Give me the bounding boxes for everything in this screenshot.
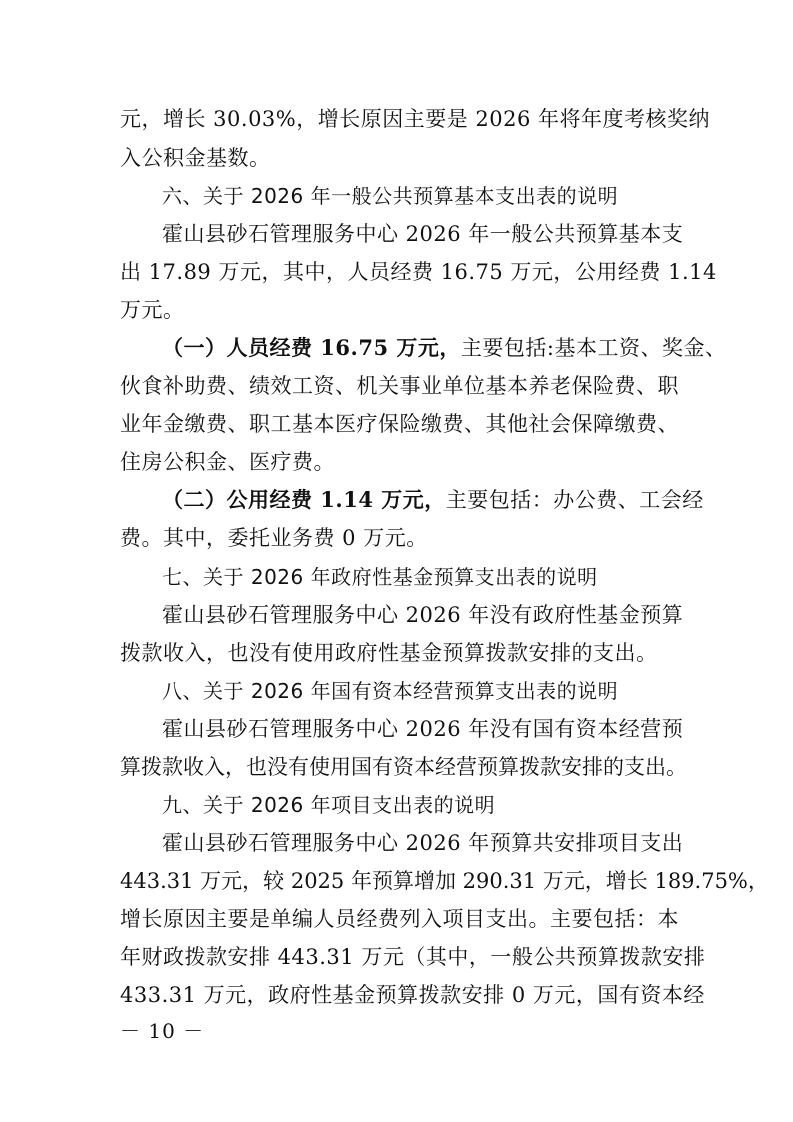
section-heading-6: 六、关于 2026 年一般公共预算基本支出表的说明 <box>162 184 619 208</box>
body-text-line: 霍山县砂石管理服务中心 2026 年预算共安排项目支出 <box>162 831 684 855</box>
body-text-line: 元，增长 30.03%，增长原因主要是 2026 年将年度考核奖纳 <box>120 107 711 131</box>
body-text-line: 万元。 <box>120 298 185 322</box>
body-text-line: 出 17.89 万元，其中，人员经费 16.75 万元，公用经费 1.14 <box>120 260 717 284</box>
body-text-span: 主要包括:基本工资、奖金、 <box>460 336 727 360</box>
body-text-span: 主要包括：办公费、工会经 <box>445 488 704 512</box>
body-text-line <box>162 487 722 513</box>
body-text-line: 433.31 万元，政府性基金预算拨款安排 0 万元，国有资本经 <box>120 983 705 1007</box>
body-text-line: 霍山县砂石管理服务中心 2026 年没有国有资本经营预 <box>162 717 684 741</box>
body-text-line: 费。其中，委托业务费 0 万元。 <box>120 526 428 550</box>
section-heading-7: 七、关于 2026 年政府性基金预算支出表的说明 <box>162 565 598 589</box>
subheading-public-expense: （二）公用经费 1.14 万元， <box>162 487 446 512</box>
body-text-line <box>162 335 727 361</box>
body-text-line: 增长原因主要是单编人员经费列入项目支出。主要包括：本 <box>120 907 679 931</box>
page-number: － 10 － <box>120 1019 205 1043</box>
body-text-line: 伙食补助费、绩效工资、机关事业单位基本养老保险费、职 <box>120 374 679 398</box>
section-heading-8: 八、关于 2026 年国有资本经营预算支出表的说明 <box>162 679 619 703</box>
body-text-line: 业年金缴费、职工基本医疗保险缴费、其他社会保障缴费、 <box>120 412 679 436</box>
body-text-line: 霍山县砂石管理服务中心 2026 年一般公共预算基本支 <box>162 222 684 246</box>
body-text-line: 入公积金基数。 <box>120 146 271 170</box>
body-text-line: 算拨款收入，也没有使用国有资本经营预算拨款安排的支出。 <box>120 755 687 779</box>
section-heading-9: 九、关于 2026 年项目支出表的说明 <box>162 793 496 817</box>
subheading-personnel-expense: （一）人员经费 16.75 万元， <box>162 335 461 360</box>
body-text-line: 443.31 万元，较 2025 年预算增加 290.31 万元，增长 189.75%， <box>120 869 769 893</box>
body-text-line: 年财政拨款安排 443.31 万元（其中，一般公共预算拨款安排 <box>120 945 706 969</box>
body-text-line: 霍山县砂石管理服务中心 2026 年没有政府性基金预算 <box>162 603 684 627</box>
body-text-line: 住房公积金、医疗费。 <box>120 450 335 474</box>
body-text-line: 拨款收入，也没有使用政府性基金预算拨款安排的支出。 <box>120 641 658 665</box>
